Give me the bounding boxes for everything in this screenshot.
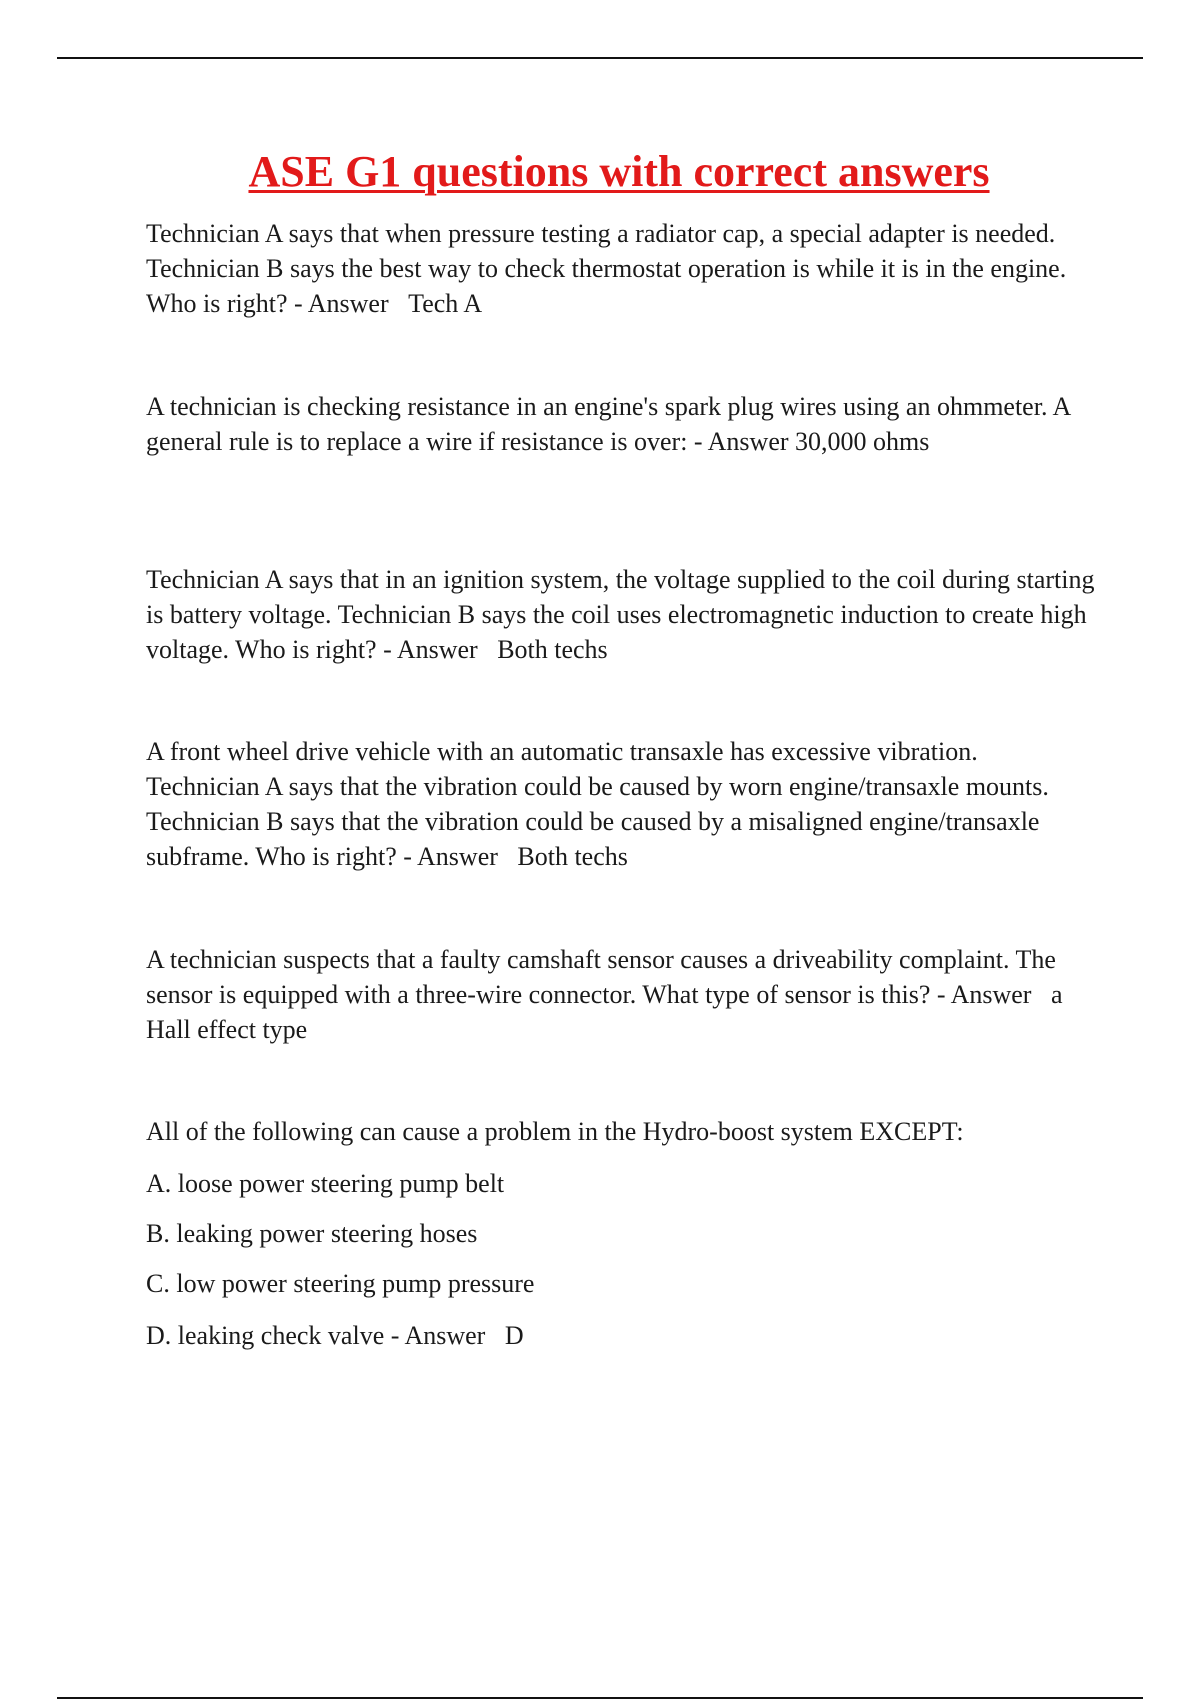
qa-item-4 bbox=[146, 734, 1096, 874]
mc-option-a: A. loose power steering pump belt bbox=[146, 1169, 505, 1198]
question-text: Technician A says that in an ignition system, the voltage supplied to the coil during starting is battery voltage. Technician B says the coil uses electromagnetic induction to create high voltage. Who is right? bbox=[146, 565, 1095, 664]
top-rule bbox=[57, 57, 1143, 59]
answer-label: - Answer bbox=[294, 289, 389, 318]
mc-option-c: C. low power steering pump pressure bbox=[146, 1269, 535, 1298]
mc-option-b: B. leaking power steering hoses bbox=[146, 1219, 478, 1248]
mc-option-d: D. leaking check valve bbox=[146, 1321, 385, 1350]
question-text: Technician A says that when pressure testing a radiator cap, a special adapter is needed. Technician B says the best way to check thermostat operation is while it is in the engine. Who is right? bbox=[146, 219, 1067, 318]
question-text: A front wheel drive vehicle with an automatic transaxle has excessive vibration. Technician A says that the vibration could be caused by worn engine/transaxle mounts. Technician B says that the vibration could be caused by a misaligned engine/transaxle subframe. Who is right? bbox=[146, 737, 1049, 871]
qa-item-2 bbox=[146, 389, 1096, 459]
question-text: A technician suspects that a faulty camshaft sensor causes a driveability complaint. The sensor is equipped with a three-wire connector. What type of sensor is this? bbox=[146, 945, 1056, 1009]
bottom-rule bbox=[57, 1697, 1143, 1699]
answer-text: 30,000 ohms bbox=[795, 427, 930, 456]
answer-label: - Answer bbox=[390, 1321, 486, 1350]
mc-option-d-with-answer bbox=[146, 1318, 1096, 1353]
answer-text: a Hall effect type bbox=[146, 980, 1063, 1044]
question-text: A technician is checking resistance in an engine's spark plug wires using an ohmmeter. A general rule is to replace a wire if resistance is over: bbox=[146, 392, 1070, 456]
answer-label: - Answer bbox=[693, 427, 789, 456]
answer-label: - Answer bbox=[383, 635, 478, 664]
answer-text: Both techs bbox=[497, 635, 608, 664]
answer-text: D bbox=[504, 1321, 524, 1350]
qa-item-3 bbox=[146, 562, 1096, 667]
qa-item-1 bbox=[146, 216, 1096, 321]
qa-item-5 bbox=[146, 942, 1096, 1047]
answer-text: Both techs bbox=[517, 842, 628, 871]
answer-label: - Answer bbox=[403, 842, 498, 871]
answer-label: - Answer bbox=[936, 980, 1032, 1009]
mc-question: All of the following can cause a problem in the Hydro-boost system EXCEPT: bbox=[146, 1117, 964, 1146]
page-title: ASE G1 questions with correct answers bbox=[248, 147, 990, 196]
answer-text: Tech A bbox=[408, 289, 483, 318]
